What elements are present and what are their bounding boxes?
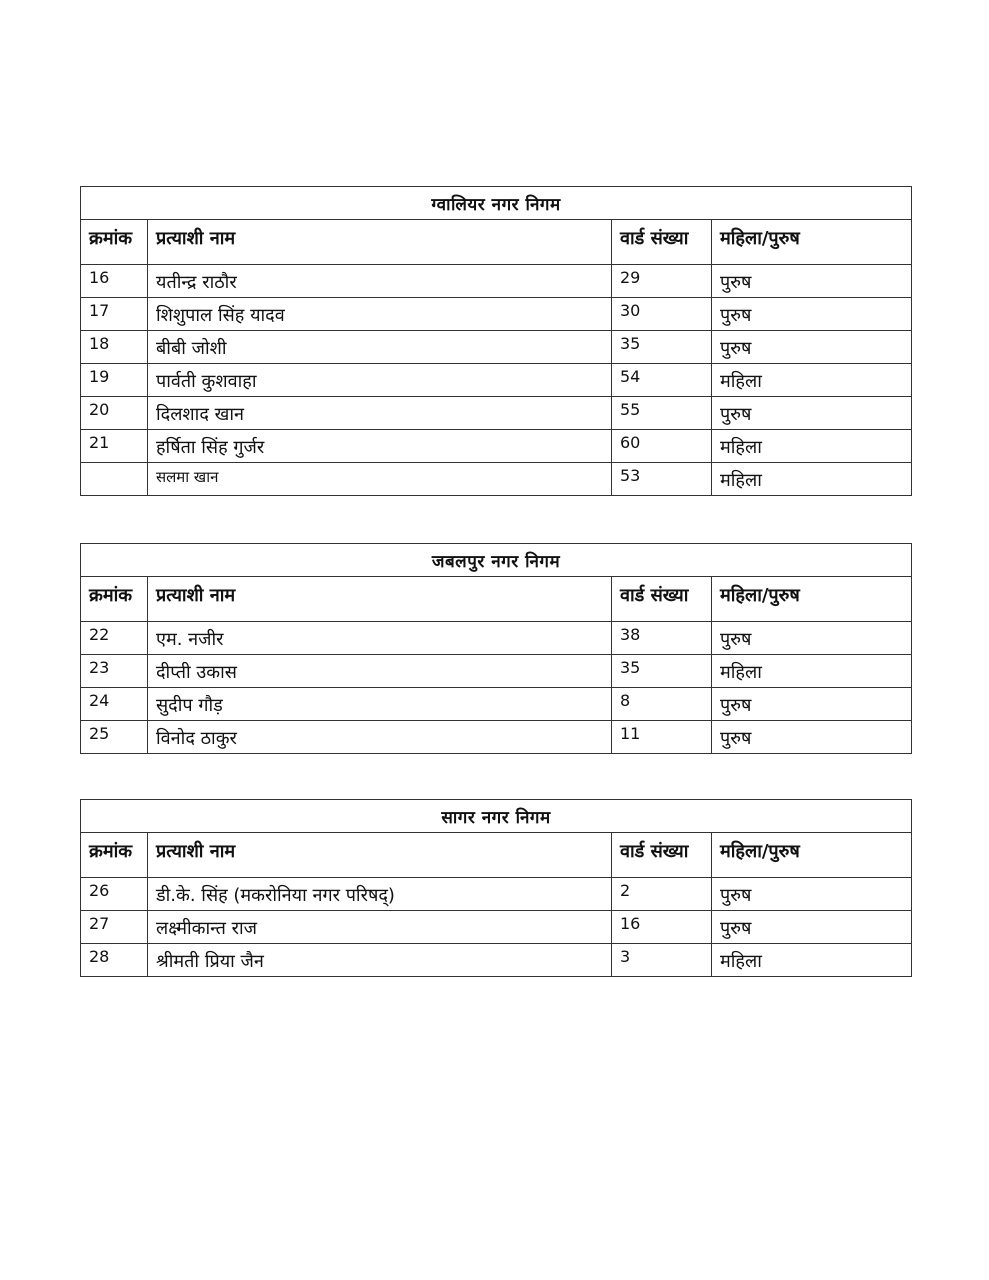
cell-name: लक्ष्मीकान्त राज [148, 911, 612, 944]
table-row [81, 911, 912, 944]
cell-sno: 23 [81, 655, 148, 688]
cell-ward: 35 [612, 331, 712, 364]
header-name: प्रत्याशी नाम [148, 220, 612, 265]
table-row [81, 622, 912, 655]
cell-gender: पुरुष [712, 622, 912, 655]
cell-sno: 18 [81, 331, 148, 364]
table-header-row [81, 833, 912, 878]
header-name: प्रत्याशी नाम [148, 833, 612, 878]
gwalior-table [80, 186, 912, 496]
header-ward: वार्ड संख्या [612, 577, 712, 622]
cell-gender: महिला [712, 364, 912, 397]
cell-name: हर्षिता सिंह गुर्जर [148, 430, 612, 463]
table-row [81, 463, 912, 496]
cell-sno: 24 [81, 688, 148, 721]
cell-sno: 20 [81, 397, 148, 430]
cell-name: यतीन्द्र राठौर [148, 265, 612, 298]
table-title: सागर नगर निगम [81, 800, 912, 833]
cell-name: डी.के. सिंह (मकरोनिया नगर परिषद्) [148, 878, 612, 911]
table-header-row [81, 577, 912, 622]
cell-ward: 8 [612, 688, 712, 721]
cell-gender: पुरुष [712, 688, 912, 721]
header-ward: वार्ड संख्या [612, 220, 712, 265]
cell-gender: पुरुष [712, 721, 912, 754]
table-row [81, 721, 912, 754]
cell-sno: 28 [81, 944, 148, 977]
header-sno: क्रमांक [81, 220, 148, 265]
cell-sno: 16 [81, 265, 148, 298]
table-title: जबलपुर नगर निगम [81, 544, 912, 577]
cell-gender: महिला [712, 655, 912, 688]
cell-gender: महिला [712, 430, 912, 463]
table-row [81, 688, 912, 721]
cell-ward: 35 [612, 655, 712, 688]
cell-ward: 53 [612, 463, 712, 496]
cell-ward: 54 [612, 364, 712, 397]
cell-gender: पुरुष [712, 911, 912, 944]
cell-name: दीप्ती उकास [148, 655, 612, 688]
table-row [81, 430, 912, 463]
cell-name: विनोद ठाकुर [148, 721, 612, 754]
cell-name: बीबी जोशी [148, 331, 612, 364]
cell-sno: 25 [81, 721, 148, 754]
header-sno: क्रमांक [81, 577, 148, 622]
cell-ward: 60 [612, 430, 712, 463]
table-title-row [81, 544, 912, 577]
table-title: ग्वालियर नगर निगम [81, 187, 912, 220]
cell-ward: 2 [612, 878, 712, 911]
cell-sno: 17 [81, 298, 148, 331]
cell-name: सुदीप गौड़ [148, 688, 612, 721]
header-gender: महिला/पुरुष [712, 577, 912, 622]
cell-ward: 11 [612, 721, 712, 754]
cell-gender: महिला [712, 463, 912, 496]
cell-name: सलमा खान [148, 463, 612, 496]
table-title-row [81, 800, 912, 833]
table-row [81, 944, 912, 977]
table-row [81, 331, 912, 364]
cell-gender: पुरुष [712, 265, 912, 298]
table-row [81, 265, 912, 298]
cell-sno: 21 [81, 430, 148, 463]
cell-sno: 22 [81, 622, 148, 655]
cell-ward: 55 [612, 397, 712, 430]
header-gender: महिला/पुरुष [712, 833, 912, 878]
cell-ward: 3 [612, 944, 712, 977]
cell-gender: पुरुष [712, 331, 912, 364]
table-row [81, 364, 912, 397]
cell-sno: 19 [81, 364, 148, 397]
cell-name: एम. नजीर [148, 622, 612, 655]
cell-sno [81, 463, 148, 496]
jabalpur-table [80, 543, 912, 754]
cell-name: पार्वती कुशवाहा [148, 364, 612, 397]
table-header-row [81, 220, 912, 265]
cell-sno: 27 [81, 911, 148, 944]
header-name: प्रत्याशी नाम [148, 577, 612, 622]
header-gender: महिला/पुरुष [712, 220, 912, 265]
header-ward: वार्ड संख्या [612, 833, 712, 878]
table-row [81, 397, 912, 430]
cell-name: श्रीमती प्रिया जैन [148, 944, 612, 977]
cell-name: दिलशाद खान [148, 397, 612, 430]
cell-ward: 29 [612, 265, 712, 298]
table-row [81, 655, 912, 688]
table-row [81, 298, 912, 331]
cell-gender: पुरुष [712, 397, 912, 430]
cell-ward: 16 [612, 911, 712, 944]
cell-sno: 26 [81, 878, 148, 911]
header-sno: क्रमांक [81, 833, 148, 878]
cell-name: शिशुपाल सिंह यादव [148, 298, 612, 331]
cell-gender: महिला [712, 944, 912, 977]
table-row [81, 878, 912, 911]
table-title-row [81, 187, 912, 220]
cell-ward: 30 [612, 298, 712, 331]
sagar-table [80, 799, 912, 977]
cell-gender: पुरुष [712, 878, 912, 911]
cell-ward: 38 [612, 622, 712, 655]
cell-gender: पुरुष [712, 298, 912, 331]
